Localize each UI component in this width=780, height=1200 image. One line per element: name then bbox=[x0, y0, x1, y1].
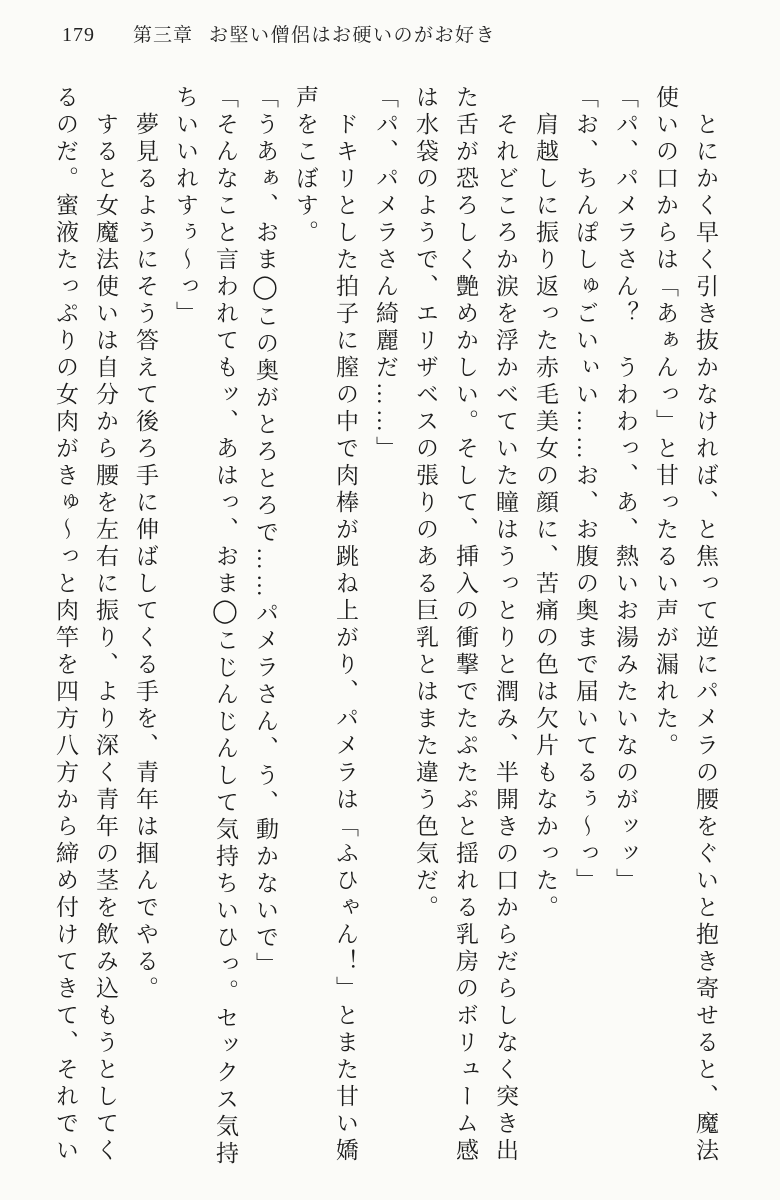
text-column-3: 「パ、パメラさん？ うわわっ、あ、熱いお湯みたいなのがッッ」 bbox=[613, 85, 638, 895]
text-column-8: は水袋のようで、エリザベスの張りのある巨乳とはまた違う色気だ。 bbox=[413, 85, 438, 922]
chapter-title: お堅い僧侶はお硬いのがお好き bbox=[209, 25, 497, 46]
text-column-7: た舌が恐ろしく艶めかしい。そして、挿入の衝撃でたぷたぷと揺れる乳房のボリューム感 bbox=[453, 85, 478, 1165]
text-column-1: とにかく早く引き抜かなければ、と焦って逆にパメラの腰をぐいと抱き寄せると、魔法 bbox=[693, 112, 718, 1165]
text-column-4: 「お、ちんぽしゅごいぃい……お、お腹の奥まで届いてるぅ～っ」 bbox=[573, 85, 598, 895]
text-column-16: すると女魔法使いは自分から腰を左右に振り、より深く青年の茎を飲み込もうとしてく bbox=[93, 112, 118, 1165]
text-column-11: 声をこぼす。 bbox=[293, 85, 318, 247]
vertical-text-body bbox=[45, 85, 725, 1190]
text-column-6: それどころか涙を浮かべていた瞳はうっとりと潤み、半開きの口からだらしなく突き出 bbox=[493, 112, 518, 1165]
text-column-10: ドキリとした拍子に膣の中で肉棒が跳ね上がり、パメラは「ふひゃん！」とまた甘い嬌 bbox=[333, 112, 358, 1165]
text-column-12: 「うあぁ、おま◯この奥がとろとろで……パメラさん、う、動かないで」 bbox=[253, 85, 278, 979]
text-column-5: 肩越しに振り返った赤毛美女の顔に、苦痛の色は欠片もなかった。 bbox=[533, 112, 558, 922]
page-header bbox=[62, 20, 496, 47]
text-column-17: るのだ。蜜液たっぷりの女肉がきゅ～っと肉竿を四方八方から締め付けてきて、それでい bbox=[53, 85, 78, 1165]
text-column-14: ちいいれすぅ～っ」 bbox=[173, 85, 198, 328]
chapter-label: 第三章 bbox=[133, 25, 194, 46]
text-column-2: 使いの口からは「あぁんっ」と甘ったるい声が漏れた。 bbox=[653, 85, 678, 760]
text-column-13: 「そんなこと言われてもッ、あはっ、おま◯こじんじんして気持ちいひっ。セックス気持 bbox=[213, 85, 238, 1168]
page-number: 179 bbox=[62, 24, 95, 46]
text-column-9: 「パ、パメラさん綺麗だ……」 bbox=[373, 85, 398, 463]
text-column-15: 夢見るようにそう答えて後ろ手に伸ばしてくる手を、青年は掴んでやる。 bbox=[133, 112, 158, 1003]
